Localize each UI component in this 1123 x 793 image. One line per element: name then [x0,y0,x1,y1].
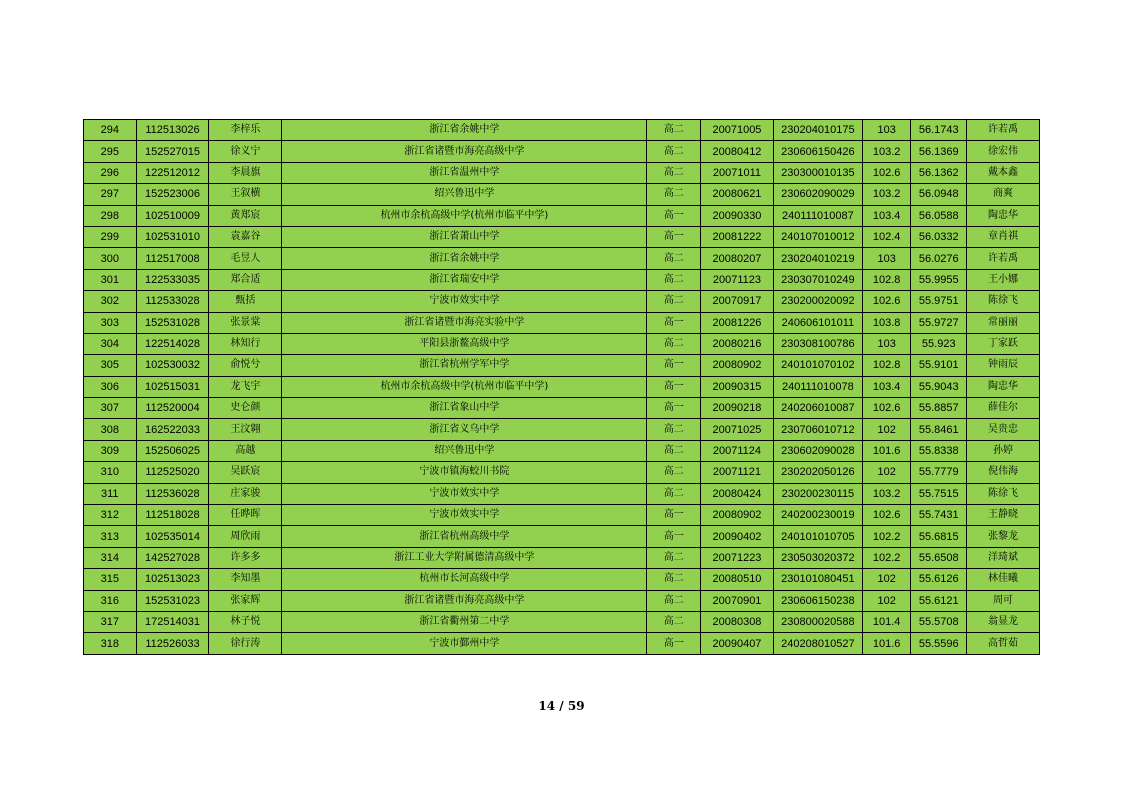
grade-cell: 高二 [647,419,701,440]
exam-id-cell: 102531010 [136,226,209,247]
student-number-cell: 230200230115 [773,483,862,504]
table-row [84,569,1040,590]
student-name-cell: 郑合适 [209,269,282,290]
table-row [84,483,1040,504]
birth-date-cell: 20080412 [701,141,774,162]
school-cell: 浙江省义乌中学 [282,419,647,440]
rank-cell: 313 [84,526,137,547]
table-row [84,120,1040,141]
birth-date-cell: 20070917 [701,291,774,312]
birth-date-cell: 20080207 [701,248,774,269]
birth-date-cell: 20071223 [701,547,774,568]
student-name-cell: 周欣雨 [209,526,282,547]
table-row [84,184,1040,205]
school-cell: 浙江省余姚中学 [282,120,647,141]
table-row [84,590,1040,611]
teacher-cell: 陈徐飞 [967,483,1040,504]
score-cell: 101.4 [862,611,911,632]
birth-date-cell: 20080902 [701,505,774,526]
grade-cell: 高一 [647,505,701,526]
table-row [84,633,1040,654]
student-number-cell: 230300010135 [773,162,862,183]
total-score-cell: 55.923 [911,333,967,354]
teacher-cell: 陈徐飞 [967,291,1040,312]
teacher-cell: 戴本鑫 [967,162,1040,183]
table-row [84,376,1040,397]
student-name-cell: 俞悦兮 [209,355,282,376]
table-row [84,205,1040,226]
birth-date-cell: 20071025 [701,419,774,440]
birth-date-cell: 20080902 [701,355,774,376]
table-row [84,226,1040,247]
teacher-cell: 陶忠华 [967,376,1040,397]
rank-cell: 299 [84,226,137,247]
score-cell: 103.4 [862,205,911,226]
student-name-cell: 史仑颜 [209,398,282,419]
school-cell: 浙江省温州中学 [282,162,647,183]
school-cell: 绍兴鲁迅中学 [282,440,647,461]
grade-cell: 高一 [647,205,701,226]
grade-cell: 高二 [647,162,701,183]
total-score-cell: 55.6508 [911,547,967,568]
score-cell: 103 [862,248,911,269]
rank-cell: 308 [84,419,137,440]
student-number-cell: 230602090029 [773,184,862,205]
score-cell: 103.2 [862,141,911,162]
exam-id-cell: 162522033 [136,419,209,440]
teacher-cell: 翁显龙 [967,611,1040,632]
school-cell: 宁波市效实中学 [282,291,647,312]
score-cell: 102 [862,569,911,590]
exam-id-cell: 122514028 [136,333,209,354]
school-cell: 浙江省衢州第二中学 [282,611,647,632]
total-score-cell: 55.6121 [911,590,967,611]
exam-id-cell: 112518028 [136,505,209,526]
total-score-cell: 55.9043 [911,376,967,397]
student-name-cell: 黄郑宸 [209,205,282,226]
student-number-cell: 240101070102 [773,355,862,376]
table-row [84,269,1040,290]
teacher-cell: 常丽丽 [967,312,1040,333]
teacher-cell: 薛佳尔 [967,398,1040,419]
score-cell: 101.6 [862,633,911,654]
exam-id-cell: 112525020 [136,462,209,483]
birth-date-cell: 20090315 [701,376,774,397]
exam-id-cell: 152523006 [136,184,209,205]
results-table [83,119,1040,655]
table-row [84,462,1040,483]
student-number-cell: 240107010012 [773,226,862,247]
teacher-cell: 倪伟海 [967,462,1040,483]
rank-cell: 298 [84,205,137,226]
student-number-cell: 230602090028 [773,440,862,461]
total-score-cell: 55.6815 [911,526,967,547]
student-name-cell: 许多多 [209,547,282,568]
rank-cell: 301 [84,269,137,290]
student-name-cell: 徐义宁 [209,141,282,162]
table-row [84,505,1040,526]
total-score-cell: 56.0948 [911,184,967,205]
student-number-cell: 240101010705 [773,526,862,547]
birth-date-cell: 20081222 [701,226,774,247]
student-name-cell: 龙飞宇 [209,376,282,397]
school-cell: 绍兴鲁迅中学 [282,184,647,205]
student-name-cell: 张家辉 [209,590,282,611]
teacher-cell: 商爽 [967,184,1040,205]
total-score-cell: 56.1369 [911,141,967,162]
total-score-cell: 55.8857 [911,398,967,419]
rank-cell: 317 [84,611,137,632]
table-row [84,162,1040,183]
score-cell: 102.4 [862,226,911,247]
total-score-cell: 55.9955 [911,269,967,290]
total-score-cell: 55.8461 [911,419,967,440]
total-score-cell: 55.5708 [911,611,967,632]
student-number-cell: 240208010527 [773,633,862,654]
student-number-cell: 240206010087 [773,398,862,419]
rank-cell: 312 [84,505,137,526]
birth-date-cell: 20070901 [701,590,774,611]
total-score-cell: 56.1362 [911,162,967,183]
rank-cell: 303 [84,312,137,333]
school-cell: 浙江省杭州高级中学 [282,526,647,547]
rank-cell: 307 [84,398,137,419]
grade-cell: 高二 [647,462,701,483]
birth-date-cell: 20080621 [701,184,774,205]
teacher-cell: 洋琦斌 [967,547,1040,568]
student-name-cell: 庄家骏 [209,483,282,504]
birth-date-cell: 20080510 [701,569,774,590]
score-cell: 102.6 [862,162,911,183]
grade-cell: 高二 [647,141,701,162]
exam-id-cell: 102515031 [136,376,209,397]
table-row [84,141,1040,162]
school-cell: 浙江省诸暨市海亮高级中学 [282,141,647,162]
total-score-cell: 55.7431 [911,505,967,526]
school-cell: 杭州市余杭高级中学(杭州市临平中学) [282,205,647,226]
total-score-cell: 55.8338 [911,440,967,461]
birth-date-cell: 20080424 [701,483,774,504]
grade-cell: 高一 [647,226,701,247]
school-cell: 浙江省象山中学 [282,398,647,419]
teacher-cell: 林佳曦 [967,569,1040,590]
exam-id-cell: 152531028 [136,312,209,333]
teacher-cell: 许若禹 [967,248,1040,269]
student-number-cell: 230204010219 [773,248,862,269]
teacher-cell: 孙婷 [967,440,1040,461]
score-cell: 102.6 [862,398,911,419]
grade-cell: 高二 [647,333,701,354]
student-number-cell: 230200020092 [773,291,862,312]
student-number-cell: 230202050126 [773,462,862,483]
student-name-cell: 毛昱人 [209,248,282,269]
student-name-cell: 袁嘉谷 [209,226,282,247]
table-row [84,398,1040,419]
teacher-cell: 吴贵忠 [967,419,1040,440]
student-number-cell: 240200230019 [773,505,862,526]
rank-cell: 296 [84,162,137,183]
exam-id-cell: 112517008 [136,248,209,269]
score-cell: 103.4 [862,376,911,397]
student-name-cell: 张景棠 [209,312,282,333]
total-score-cell: 55.5596 [911,633,967,654]
total-score-cell: 55.6126 [911,569,967,590]
grade-cell: 高二 [647,611,701,632]
teacher-cell: 徐宏伟 [967,141,1040,162]
exam-id-cell: 102530032 [136,355,209,376]
score-cell: 102.6 [862,291,911,312]
student-number-cell: 230706010712 [773,419,862,440]
exam-id-cell: 152527015 [136,141,209,162]
student-number-cell: 230606150238 [773,590,862,611]
exam-id-cell: 112536028 [136,483,209,504]
rank-cell: 302 [84,291,137,312]
student-name-cell: 王叙横 [209,184,282,205]
birth-date-cell: 20071005 [701,120,774,141]
student-number-cell: 240111010087 [773,205,862,226]
teacher-cell: 张黎龙 [967,526,1040,547]
score-cell: 102.8 [862,269,911,290]
exam-id-cell: 142527028 [136,547,209,568]
grade-cell: 高一 [647,376,701,397]
grade-cell: 高二 [647,120,701,141]
total-score-cell: 55.7779 [911,462,967,483]
birth-date-cell: 20080216 [701,333,774,354]
school-cell: 宁波市效实中学 [282,505,647,526]
student-name-cell: 甄括 [209,291,282,312]
table-body [84,120,1040,655]
student-number-cell: 230606150426 [773,141,862,162]
teacher-cell: 钟雨辰 [967,355,1040,376]
score-cell: 103.2 [862,184,911,205]
rank-cell: 318 [84,633,137,654]
exam-id-cell: 122533035 [136,269,209,290]
grade-cell: 高一 [647,526,701,547]
grade-cell: 高二 [647,269,701,290]
total-score-cell: 56.0332 [911,226,967,247]
total-score-cell: 56.1743 [911,120,967,141]
rank-cell: 295 [84,141,137,162]
school-cell: 杭州市长河高级中学 [282,569,647,590]
rank-cell: 314 [84,547,137,568]
rank-cell: 306 [84,376,137,397]
birth-date-cell: 20080308 [701,611,774,632]
score-cell: 103.8 [862,312,911,333]
teacher-cell: 丁家跃 [967,333,1040,354]
exam-id-cell: 112533028 [136,291,209,312]
score-cell: 103 [862,120,911,141]
total-score-cell: 55.9727 [911,312,967,333]
birth-date-cell: 20071011 [701,162,774,183]
school-cell: 杭州市余杭高级中学(杭州市临平中学) [282,376,647,397]
school-cell: 浙江工业大学附属德清高级中学 [282,547,647,568]
school-cell: 宁波市镇海蛟川书院 [282,462,647,483]
exam-id-cell: 102510009 [136,205,209,226]
table-row [84,333,1040,354]
grade-cell: 高一 [647,633,701,654]
table-row [84,526,1040,547]
grade-cell: 高二 [647,440,701,461]
school-cell: 宁波市效实中学 [282,483,647,504]
exam-id-cell: 102535014 [136,526,209,547]
grade-cell: 高二 [647,483,701,504]
table-row [84,611,1040,632]
school-cell: 浙江省余姚中学 [282,248,647,269]
grade-cell: 高二 [647,291,701,312]
score-cell: 102 [862,462,911,483]
birth-date-cell: 20071123 [701,269,774,290]
rank-cell: 311 [84,483,137,504]
exam-id-cell: 122512012 [136,162,209,183]
rank-cell: 310 [84,462,137,483]
student-number-cell: 240111010078 [773,376,862,397]
score-cell: 102.2 [862,526,911,547]
school-cell: 平阳县浙鳌高级中学 [282,333,647,354]
birth-date-cell: 20090402 [701,526,774,547]
grade-cell: 高一 [647,312,701,333]
teacher-cell: 高哲茹 [967,633,1040,654]
exam-id-cell: 112520004 [136,398,209,419]
score-cell: 101.6 [862,440,911,461]
rank-cell: 305 [84,355,137,376]
school-cell: 浙江省杭州学军中学 [282,355,647,376]
rank-cell: 300 [84,248,137,269]
rank-cell: 316 [84,590,137,611]
student-name-cell: 徐行涛 [209,633,282,654]
student-name-cell: 任晔晖 [209,505,282,526]
exam-id-cell: 112526033 [136,633,209,654]
teacher-cell: 章肖祺 [967,226,1040,247]
school-cell: 宁波市鄞州中学 [282,633,647,654]
rank-cell: 315 [84,569,137,590]
teacher-cell: 王小娜 [967,269,1040,290]
student-number-cell: 230800020588 [773,611,862,632]
school-cell: 浙江省瑞安中学 [282,269,647,290]
total-score-cell: 55.9751 [911,291,967,312]
grade-cell: 高二 [647,590,701,611]
exam-id-cell: 172514031 [136,611,209,632]
student-number-cell: 230101080451 [773,569,862,590]
student-number-cell: 230503020372 [773,547,862,568]
rank-cell: 304 [84,333,137,354]
birth-date-cell: 20090330 [701,205,774,226]
teacher-cell: 王静晓 [967,505,1040,526]
student-number-cell: 230204010175 [773,120,862,141]
student-name-cell: 林知行 [209,333,282,354]
student-number-cell: 240606101011 [773,312,862,333]
table-row [84,440,1040,461]
student-name-cell: 王汶翱 [209,419,282,440]
exam-id-cell: 152506025 [136,440,209,461]
table-row [84,547,1040,568]
table-row [84,355,1040,376]
score-cell: 102.6 [862,505,911,526]
exam-id-cell: 102513023 [136,569,209,590]
total-score-cell: 55.9101 [911,355,967,376]
score-cell: 102.8 [862,355,911,376]
birth-date-cell: 20071121 [701,462,774,483]
score-cell: 103.2 [862,483,911,504]
birth-date-cell: 20090407 [701,633,774,654]
school-cell: 浙江省诸暨市海亮实验中学 [282,312,647,333]
total-score-cell: 56.0588 [911,205,967,226]
teacher-cell: 陶忠华 [967,205,1040,226]
table-row [84,248,1040,269]
total-score-cell: 55.7515 [911,483,967,504]
student-name-cell: 李梓乐 [209,120,282,141]
school-cell: 浙江省萧山中学 [282,226,647,247]
grade-cell: 高二 [647,184,701,205]
birth-date-cell: 20071124 [701,440,774,461]
table-row [84,419,1040,440]
grade-cell: 高二 [647,569,701,590]
exam-id-cell: 112513026 [136,120,209,141]
student-number-cell: 230307010249 [773,269,862,290]
table-row [84,291,1040,312]
rank-cell: 294 [84,120,137,141]
grade-cell: 高一 [647,398,701,419]
student-number-cell: 230308100786 [773,333,862,354]
score-cell: 103 [862,333,911,354]
rank-cell: 297 [84,184,137,205]
student-name-cell: 高越 [209,440,282,461]
teacher-cell: 许若禹 [967,120,1040,141]
student-name-cell: 李知墨 [209,569,282,590]
score-cell: 102.2 [862,547,911,568]
grade-cell: 高二 [647,248,701,269]
student-name-cell: 李晨旗 [209,162,282,183]
rank-cell: 309 [84,440,137,461]
score-cell: 102 [862,419,911,440]
exam-id-cell: 152531023 [136,590,209,611]
birth-date-cell: 20081226 [701,312,774,333]
table-row [84,312,1040,333]
school-cell: 浙江省诸暨市海亮高级中学 [282,590,647,611]
page-number: 14 / 59 [538,699,585,713]
grade-cell: 高一 [647,355,701,376]
teacher-cell: 周可 [967,590,1040,611]
score-cell: 102 [862,590,911,611]
grade-cell: 高二 [647,547,701,568]
student-name-cell: 吴跃宸 [209,462,282,483]
student-name-cell: 林子悦 [209,611,282,632]
birth-date-cell: 20090218 [701,398,774,419]
total-score-cell: 56.0276 [911,248,967,269]
